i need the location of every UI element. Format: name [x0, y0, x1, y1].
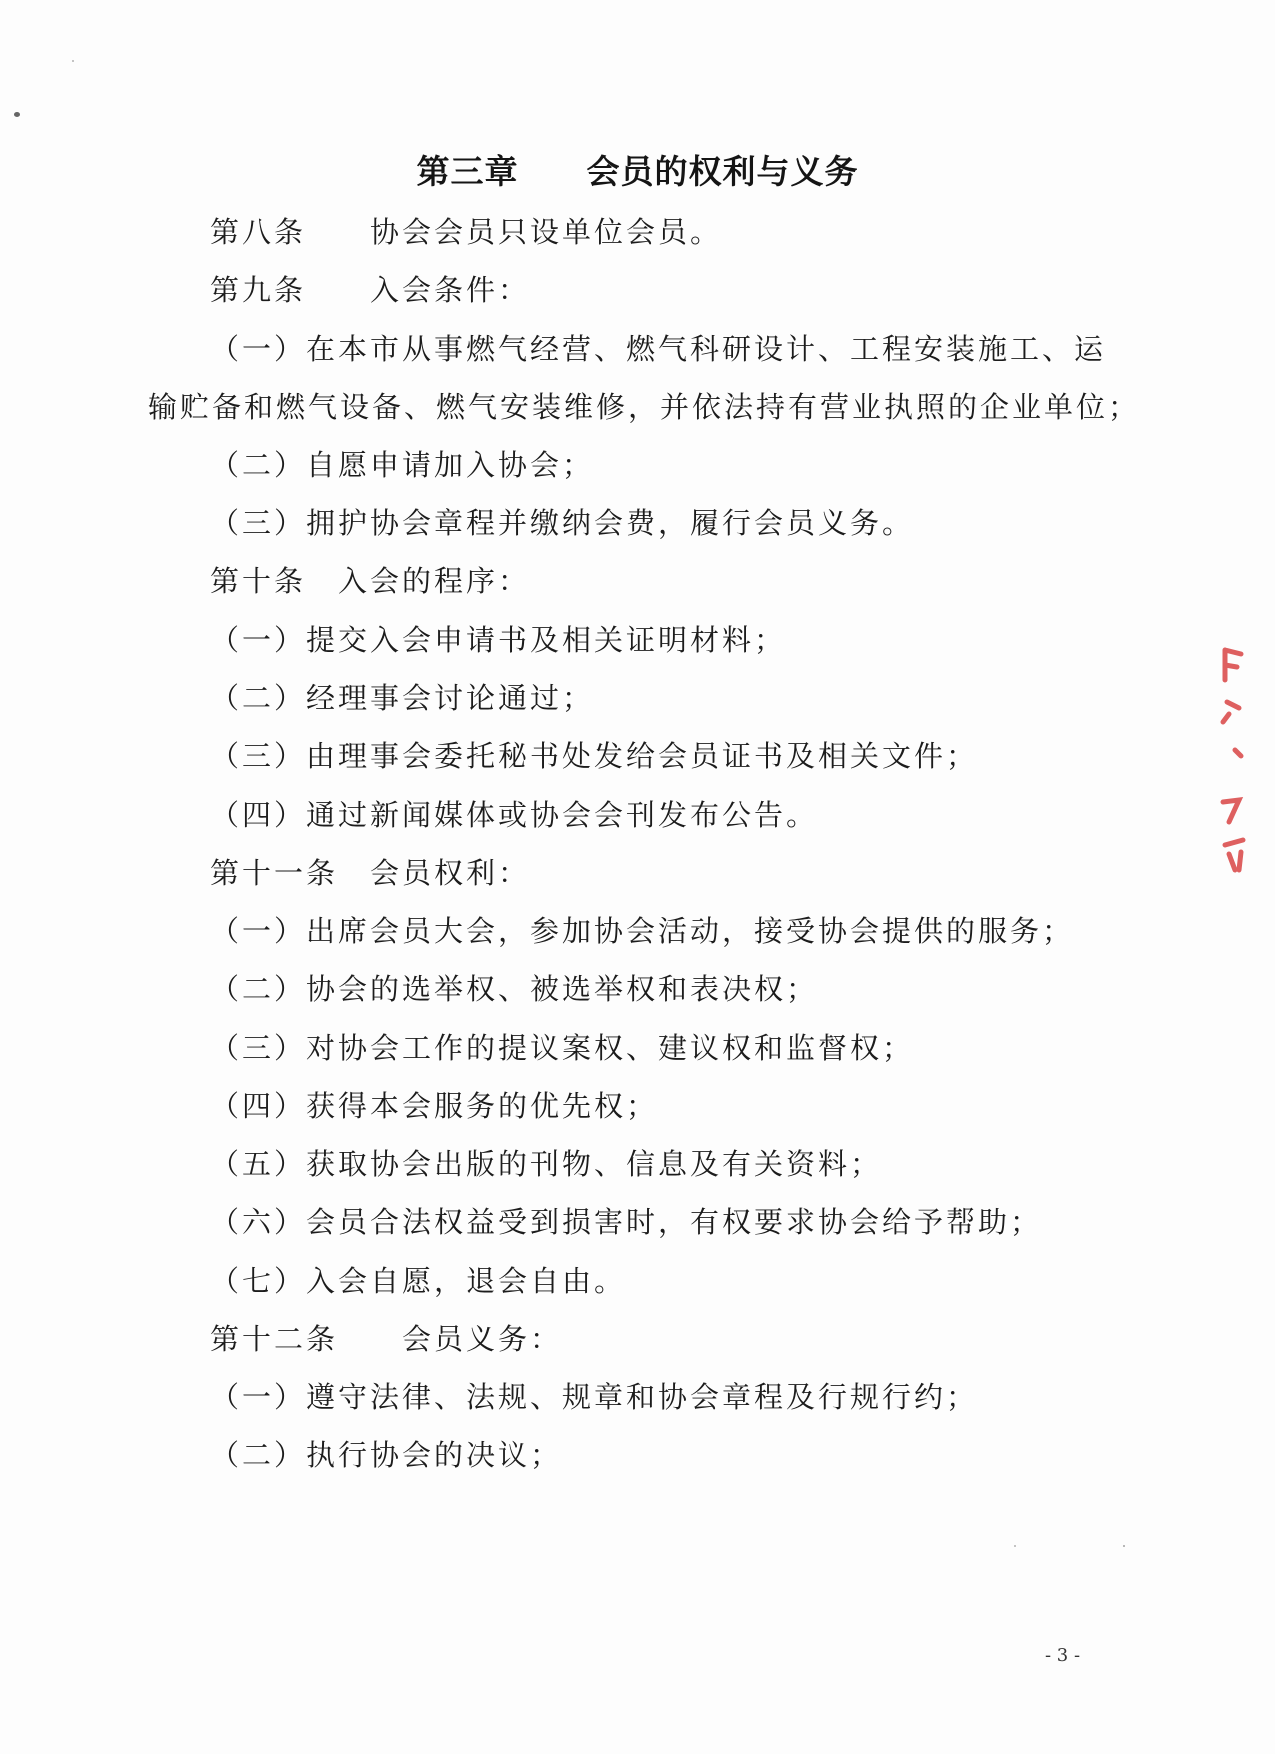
article-12-item-1: （一）遵守法律、法规、规章和协会章程及行规行约；	[210, 1380, 979, 1414]
article-10-item-2: （二）经理事会讨论通过；	[210, 681, 595, 715]
article-11-item-7: （七）入会自愿，退会自由。	[210, 1264, 627, 1298]
article-11-item-4: （四）获得本会服务的优先权；	[210, 1089, 659, 1123]
chapter-title: 第三章 会员的权利与义务	[416, 152, 859, 191]
article-9-item-3: （三）拥护协会章程并缴纳会费，履行会员义务。	[210, 506, 915, 540]
article-11-heading: 第十一条 会员权利：	[210, 856, 531, 890]
article-10-item-1: （一）提交入会申请书及相关证明材料；	[210, 623, 787, 657]
article-10-heading: 第十条 入会的程序：	[210, 564, 531, 598]
article-12-heading: 第十二条 会员义务：	[210, 1322, 563, 1356]
article-11-item-2: （二）协会的选举权、被选举权和表决权；	[210, 972, 819, 1006]
article-10-item-3: （三）由理事会委托秘书处发给会员证书及相关文件；	[210, 739, 979, 773]
article-12-item-2: （二）执行协会的决议；	[210, 1438, 563, 1472]
article-11-item-5: （五）获取协会出版的刊物、信息及有关资料；	[210, 1147, 883, 1181]
scan-speck	[1123, 1545, 1125, 1547]
article-9-item-1: （一）在本市从事燃气经营、燃气科研设计、工程安装施工、运	[210, 332, 1107, 366]
seal-stamp-fragment	[1215, 640, 1275, 880]
scan-speck	[1014, 1545, 1016, 1547]
scan-speck	[72, 60, 74, 62]
article-11-item-1: （一）出席会员大会，参加协会活动，接受协会提供的服务；	[210, 914, 1075, 948]
page-number: - 3 -	[1045, 1645, 1081, 1666]
article-11-item-3: （三）对协会工作的提议案权、建议权和监督权；	[210, 1031, 915, 1065]
article-10-item-4: （四）通过新闻媒体或协会会刊发布公告。	[210, 798, 819, 832]
scan-speck	[14, 112, 20, 117]
article-11-item-6: （六）会员合法权益受到损害时，有权要求协会给予帮助；	[210, 1205, 1043, 1239]
article-9-heading: 第九条 入会条件：	[210, 273, 531, 307]
article-8: 第八条 协会会员只设单位会员。	[210, 215, 723, 249]
article-9-item-1-continued: 输贮备和燃气设备、燃气安装维修，并依法持有营业执照的企业单位；	[148, 390, 1141, 424]
article-9-item-2: （二）自愿申请加入协会；	[210, 448, 595, 482]
